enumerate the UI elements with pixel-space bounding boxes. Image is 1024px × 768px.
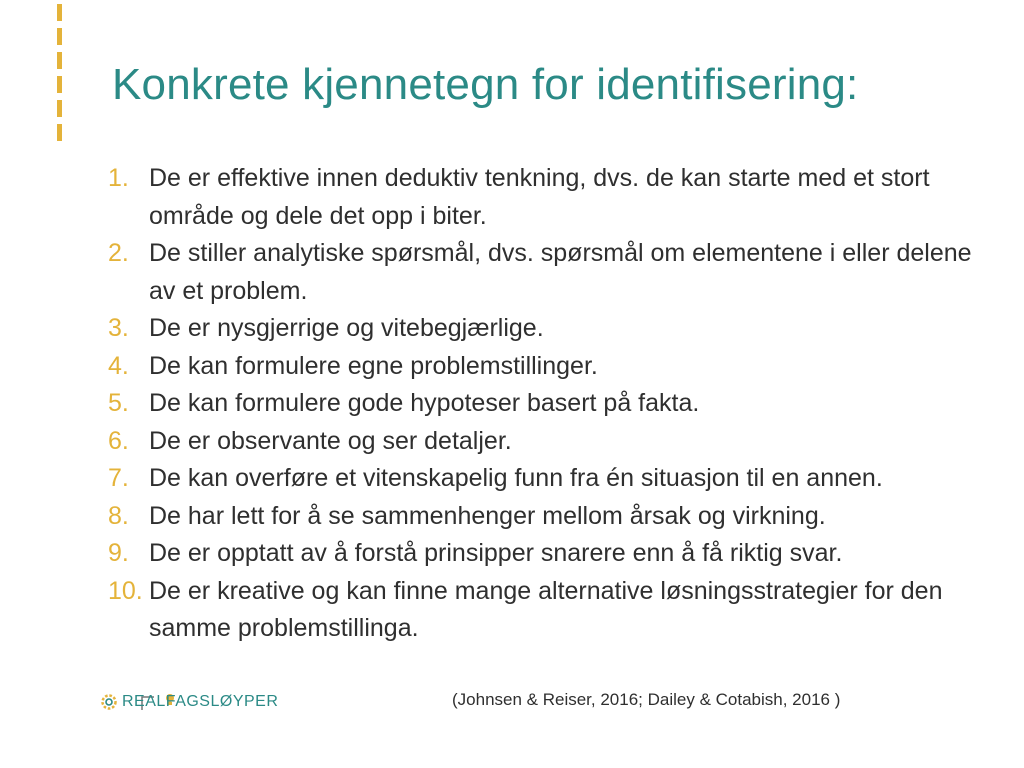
list-item (108, 348, 988, 386)
list-item-number: 10. (108, 576, 143, 605)
slide-title: Konkrete kjennetegn for identifisering: (112, 60, 859, 109)
list-item-text: De er observante og ser detaljer. (149, 426, 512, 455)
list-item (108, 423, 988, 461)
list-item-number: 9. (108, 539, 129, 567)
list-item-number: 6. (108, 426, 129, 455)
list-item (108, 160, 988, 235)
list-item-text: De er kreative og kan finne mange alternative løsningsstrategier for den samme problemstillinga. (149, 576, 943, 642)
list-item-text: De stiller analytiske spørsmål, dvs. spørsmål om elementene i eller delene av et problem. (149, 239, 972, 305)
gear-icon (99, 692, 119, 712)
list-item (108, 310, 988, 348)
list-item (108, 460, 988, 498)
list-item-text: De kan formulere gode hypoteser basert på fakta. (149, 389, 700, 417)
list-item-text: De er opptatt av å forstå prinsipper snarere enn å få riktig svar. (149, 539, 843, 567)
decorative-dashed-bar (57, 4, 62, 148)
characteristics-list (108, 160, 988, 648)
list-item (108, 498, 988, 536)
list-item-number: 2. (108, 239, 129, 267)
list-item (108, 573, 988, 648)
list-item-number: 7. (108, 464, 129, 492)
list-item-number: 5. (108, 389, 129, 417)
list-item (108, 535, 988, 573)
list-item-text: De kan overføre et vitenskapelig funn fra én situasjon til en annen. (149, 464, 883, 492)
brand-logo (99, 692, 278, 712)
list-item-number: 3. (108, 314, 129, 342)
list-item (108, 235, 988, 310)
citation: (Johnsen & Reiser, 2016; Dailey & Cotabish, 2016 ) (452, 690, 841, 709)
list-item-text: De er nysgjerrige og vitebegjærlige. (149, 314, 544, 342)
logo-text: REALFAGSLØYPER (122, 693, 279, 710)
list-item-number: 4. (108, 351, 129, 380)
list-item-number: 8. (108, 501, 129, 530)
list-item (108, 385, 988, 423)
list-item-number: 1. (108, 164, 129, 192)
list-item-text: De er effektive innen deduktiv tenkning, dvs. de kan starte med et stort område og dele det opp i biter. (149, 164, 930, 230)
list-item-text: De kan formulere egne problemstillinger. (149, 351, 598, 380)
list-item-text: De har lett for å se sammenhenger mellom årsak og virkning. (149, 501, 826, 530)
